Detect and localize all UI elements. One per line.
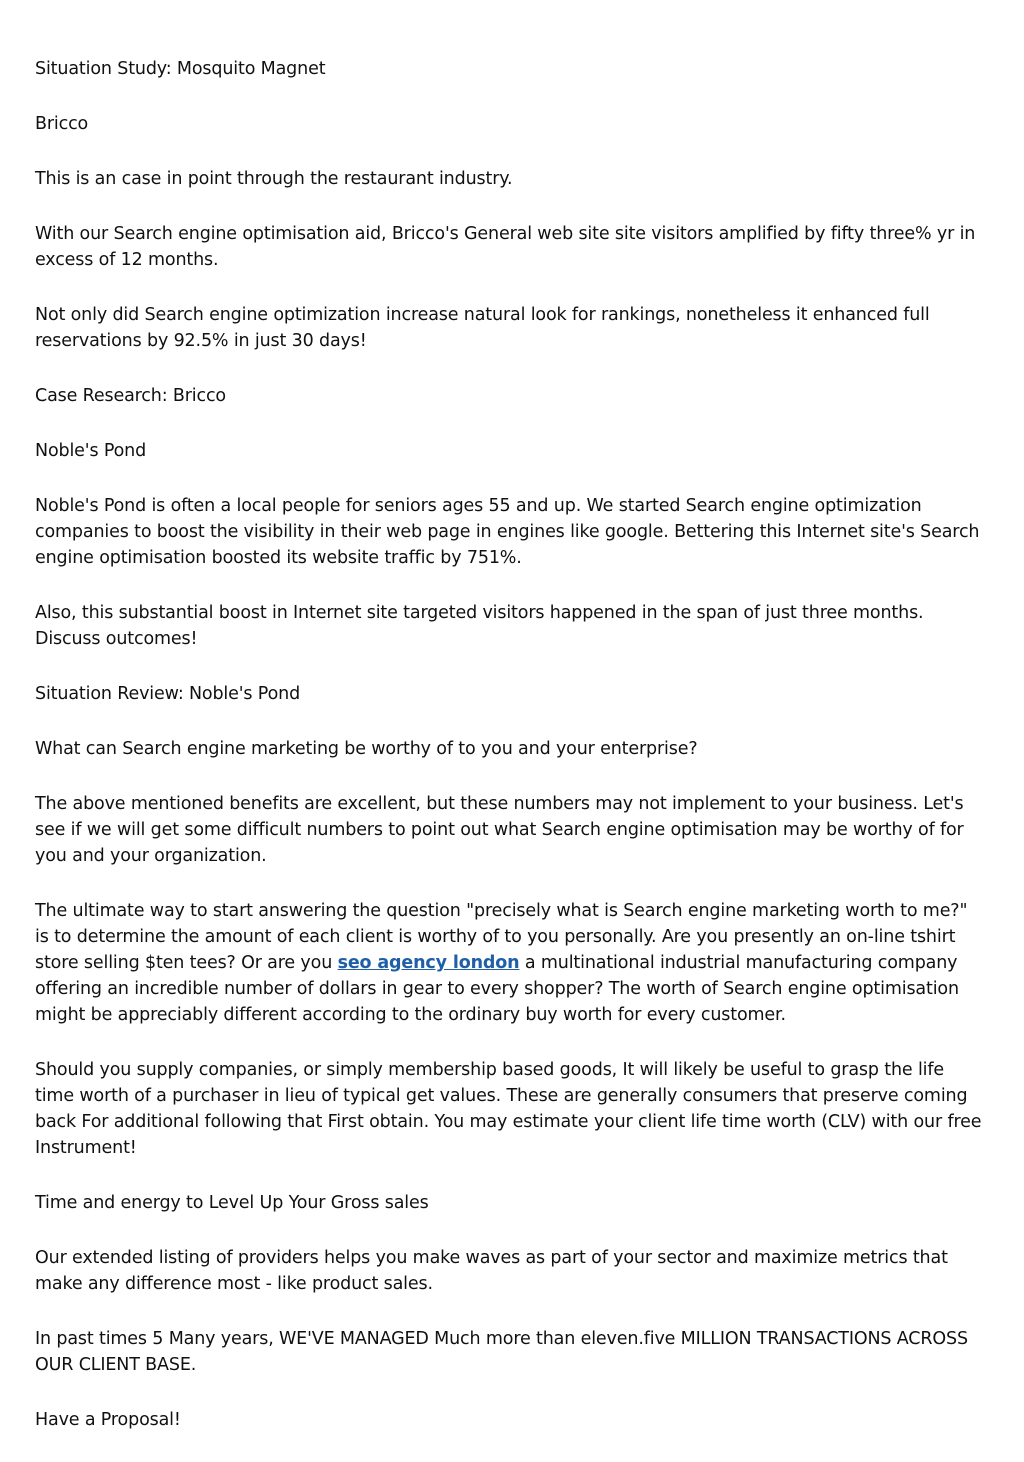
section-heading: Time and energy to Level Up Your Gross sales xyxy=(35,1193,429,1213)
paragraph: Also, this substantial boost in Internet site targeted visitors happened in the span of just three months. Discuss outcomes! xyxy=(35,603,924,649)
paragraph: With our Search engine optimisation aid, Bricco's General web site site visitors amplified by fifty three% yr in excess of 12 months. xyxy=(35,224,976,270)
document-body xyxy=(35,56,985,1462)
paragraph-text-before-link: The ultimate way to start answering the question "precisely what is Search engine marketing worth to me?" is to determine the amount of each client is worthy of to you personally. Are you presently an on-line tshirt store selling $ten tees? Or are you xyxy=(35,901,968,973)
client-name: Bricco xyxy=(35,114,89,134)
seo-agency-london-link[interactable]: seo agency london xyxy=(337,953,520,973)
client-name: Noble's Pond xyxy=(35,441,147,461)
paragraph: This is an case in point through the restaurant industry. xyxy=(35,169,513,189)
paragraph-with-link xyxy=(35,898,985,1028)
paragraph: Should you supply companies, or simply membership based goods, It will likely be useful to grasp the life time worth of a purchaser in lieu of typical get values. These are generally consumers that preserve coming back For additional following that First obtain. You may estimate your client life time worth (CLV) with our free Instrument! xyxy=(35,1060,982,1158)
paragraph-text-after-link: a multinational industrial manufacturing company offering an incredible number of dollars in gear to every shopper? The worth of Search engine optimisation might be appreciably different according to the ordinary buy worth for every customer. xyxy=(35,953,959,1025)
paragraph: Not only did Search engine optimization increase natural look for rankings, nonetheless it enhanced full reservations by 92.5% in just 30 days! xyxy=(35,305,930,351)
call-to-action-text: Have a Proposal! xyxy=(35,1410,181,1430)
paragraph: Noble's Pond is often a local people for seniors ages 55 and up. We started Search engine optimization companies to boost the visibility in their web page in engines like google. Bettering this Internet site's Search engine optimisation boosted its website traffic by 751%. xyxy=(35,496,980,568)
paragraph: Our extended listing of providers helps you make waves as part of your sector and maximize metrics that make any difference most - like product sales. xyxy=(35,1248,948,1294)
case-study-heading: Situation Study: Mosquito Magnet xyxy=(35,59,326,79)
case-study-heading: Situation Review: Noble's Pond xyxy=(35,684,301,704)
paragraph: What can Search engine marketing be worthy of to you and your enterprise? xyxy=(35,739,698,759)
case-study-heading: Case Research: Bricco xyxy=(35,386,226,406)
paragraph: In past times 5 Many years, WE'VE MANAGED Much more than eleven.five MILLION TRANSACTIONS ACROSS OUR CLIENT BASE. xyxy=(35,1329,968,1375)
paragraph: The above mentioned benefits are excellent, but these numbers may not implement to your business. Let's see if we will get some difficult numbers to point out what Search engine optimisation may be worthy of for you and your organization. xyxy=(35,794,964,866)
